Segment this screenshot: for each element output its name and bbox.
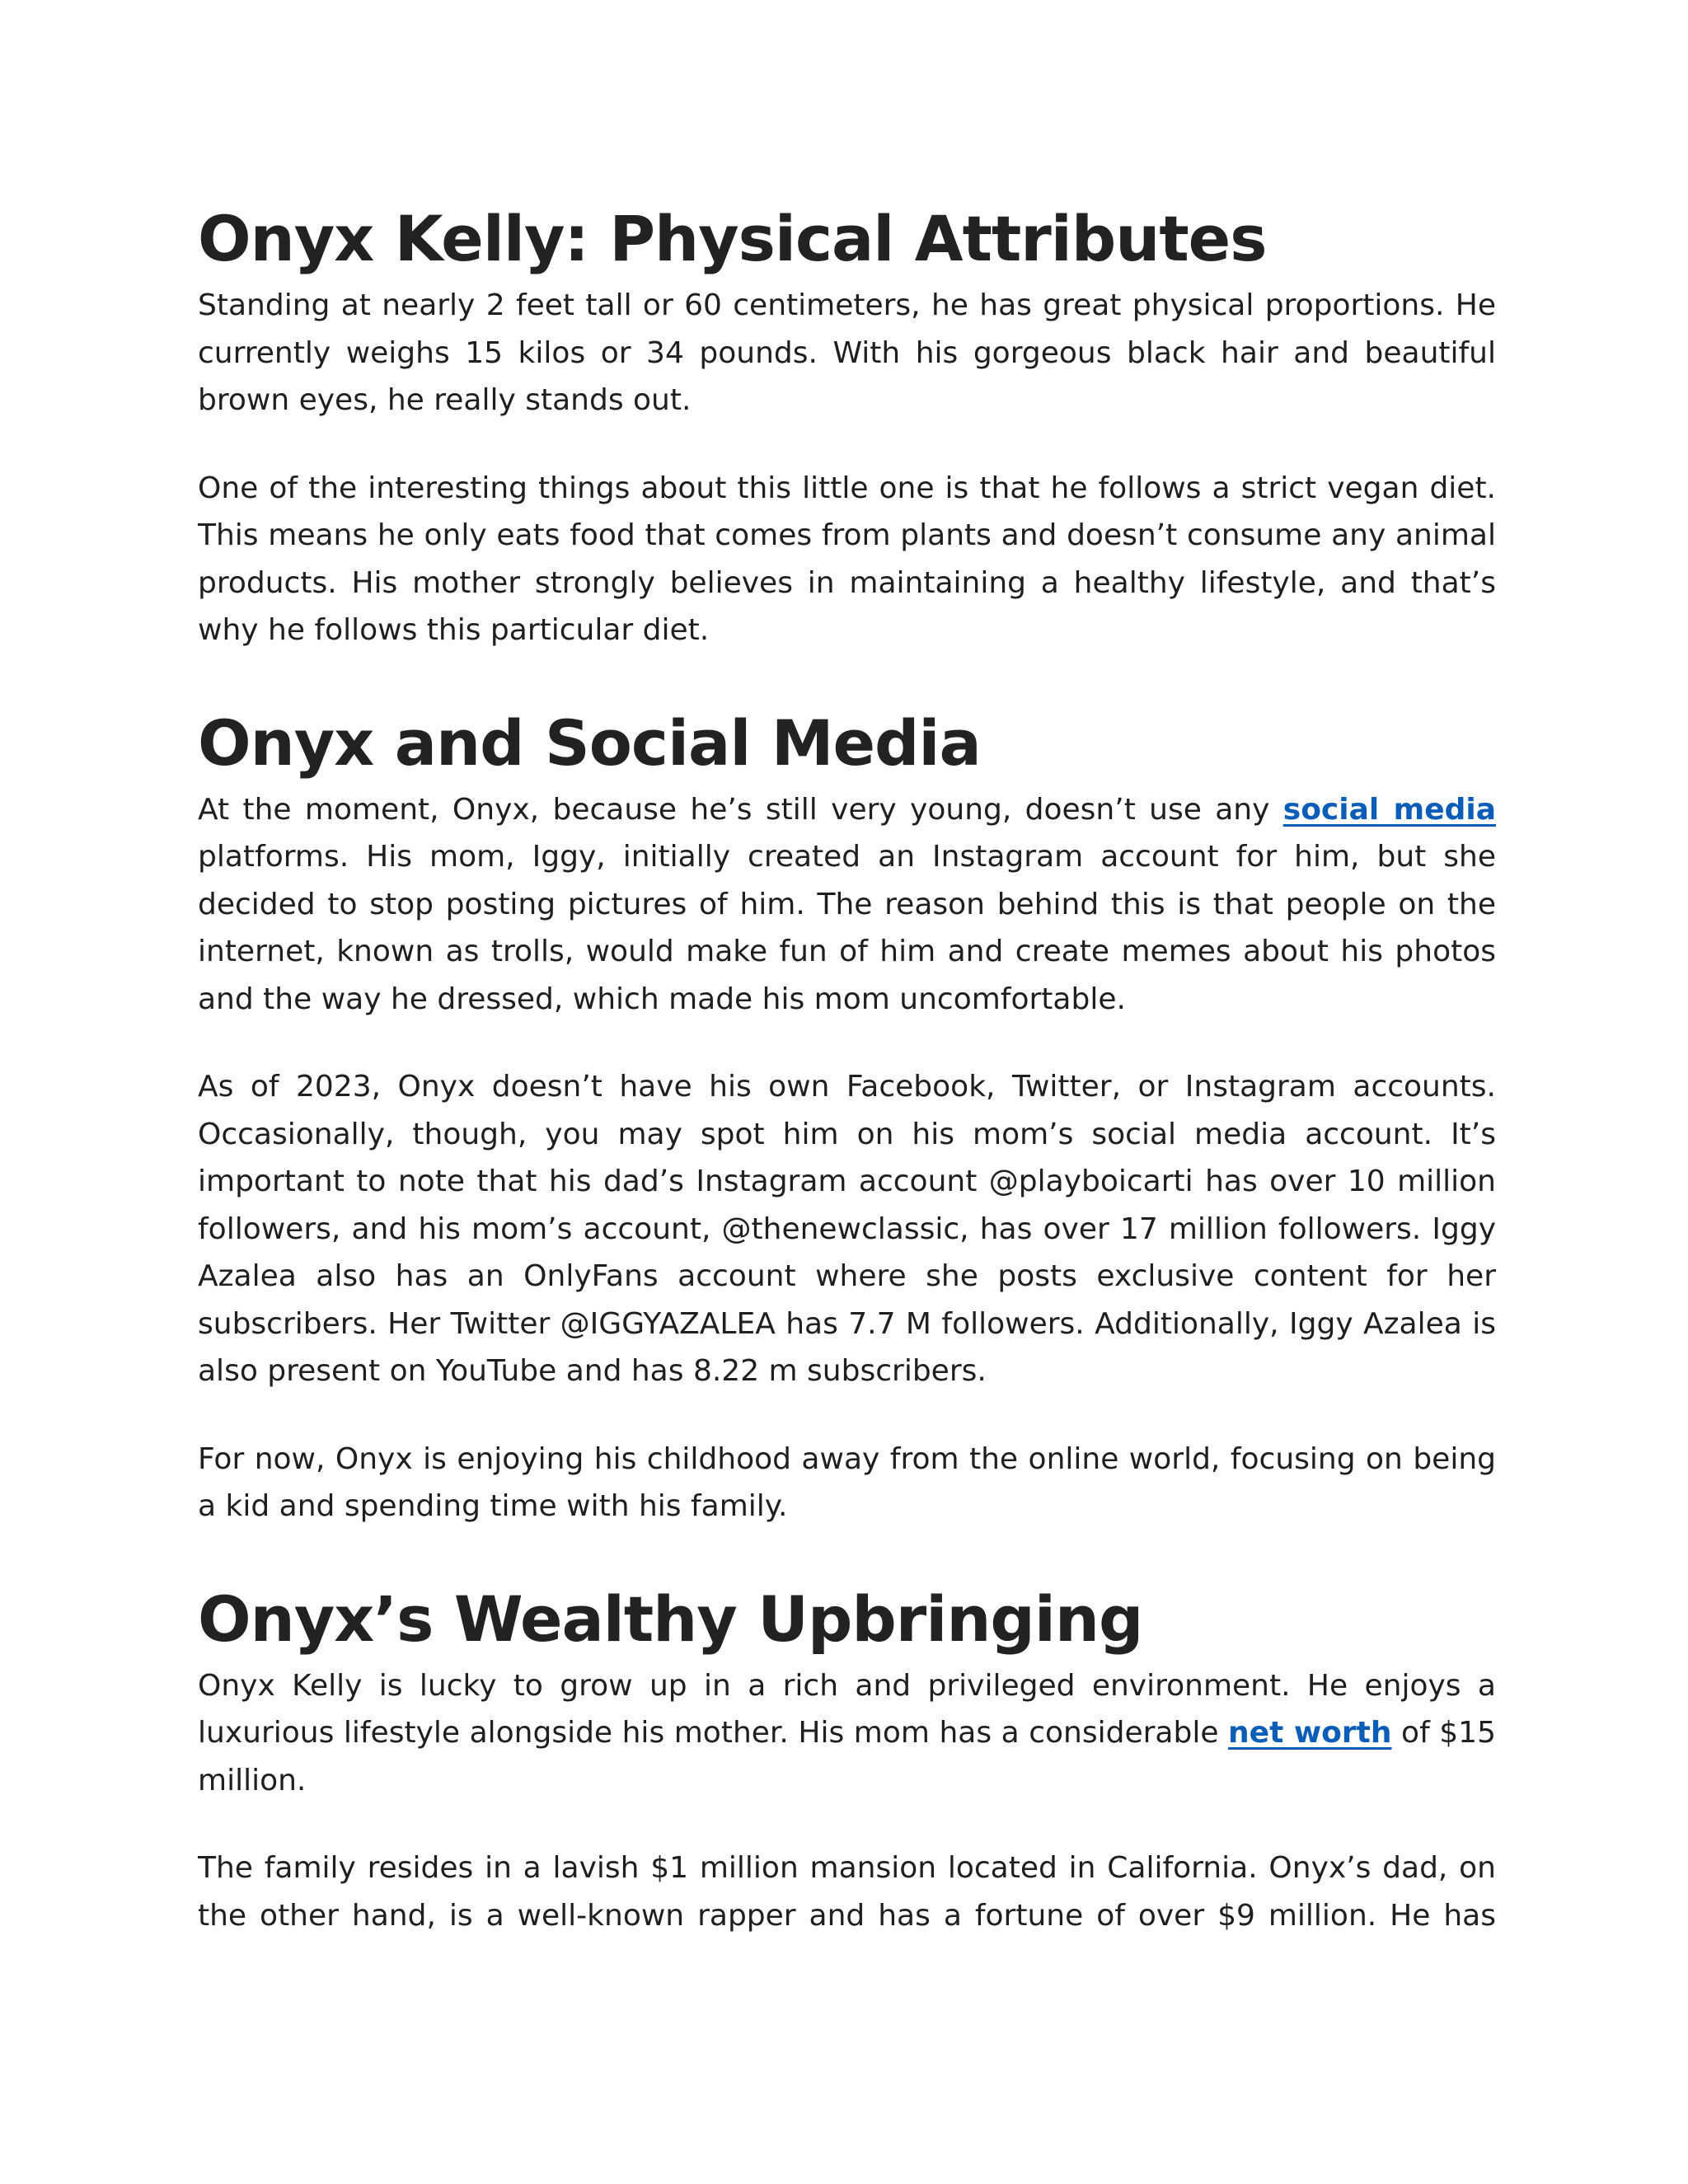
section-heading-physical-attributes: Onyx Kelly: Physical Attributes: [198, 202, 1267, 275]
paragraph-accounts: As of 2023, Onyx doesn’t have his own Facebook, Twitter, or Instagram accounts. Occasionally, though, you may spot him on his mom’s social media account. It’s important to note that his dad’s Instagram account @playboicarti has over 10 million followers, and his mom’s account, @thenewclassic, has over 17 million followers. Iggy Azalea also has an OnlyFans account where she posts exclusive content for her subscribers. Her Twitter @IGGYAZALEA has 7.7 M followers. Additionally, Iggy Azalea is also present on YouTube and has 8.22 m subscribers.: [198, 1070, 1496, 1388]
paragraph-physical-proportions: Standing at nearly 2 feet tall or 60 centimeters, he has great physical proportions. He currently weighs 15 kilos or 34 pounds. With his gorgeous black hair and beautiful brown eyes, he really stands out.: [198, 288, 1496, 417]
section-heading-social-media: Onyx and Social Media: [198, 705, 981, 780]
social-media-link[interactable]: social media: [1282, 792, 1497, 827]
paragraph-mansion: The family resides in a lavish $1 million mansion located in California. Onyx’s dad, on the other hand, is a well-known rapper and has a fortune of over $9 million. He has: [198, 1851, 1496, 1933]
document-page: [198, 198, 1496, 1939]
section-heading-wealthy-upbringing: Onyx’s Wealthy Upbringing: [198, 1582, 1143, 1656]
paragraph-text: platforms. His mom, Iggy, initially created an Instagram account for him, but she decided to stop posting pictures of him. The reason behind this is that people on the internet, known as trolls, would make fun of him and create memes about his photos and the way he dressed, which made his mom uncomfortable.: [198, 840, 1496, 1016]
paragraph-text: of $15 million.: [198, 1716, 1496, 1797]
paragraph-vegan-diet: One of the interesting things about this little one is that he follows a strict vegan diet. This means he only eats food that comes from plants and doesn’t consume any animal products. His mother strongly believes in maintaining a healthy lifestyle, and that’s why he follows this particular diet.: [198, 471, 1496, 647]
paragraph-upbringing-intro: [198, 1662, 1496, 1805]
paragraph-text: Onyx Kelly is lucky to grow up in a rich and privileged environment. He enjoys a luxurious lifestyle alongside his mother. His mom has a considerable: [198, 1668, 1496, 1750]
paragraph-text: At the moment, Onyx, because he’s still very young, doesn’t use any: [198, 792, 1283, 827]
paragraph-childhood: For now, Onyx is enjoying his childhood away from the online world, focusing on being a kid and spending time with his family.: [198, 1441, 1496, 1523]
paragraph-social-media-intro: [198, 786, 1496, 1024]
net-worth-link[interactable]: net worth: [1228, 1716, 1392, 1750]
